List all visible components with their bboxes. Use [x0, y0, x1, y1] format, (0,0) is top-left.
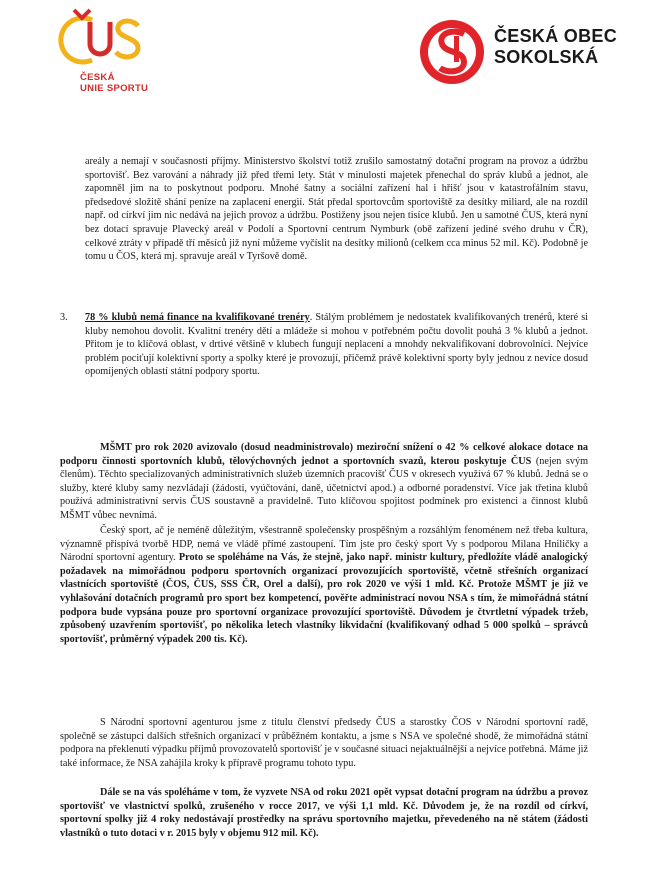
paragraph-czech-sport-plain: Český sport, ač je neméně důležitým, všestranně společensky prospěšným a rozsáhlým fenoménem než třeba kultura, významně přispívá tvorbě HDP, nemá ve vládě přímé zastoupení. Tím jste pro český sport Vy s podporou Milana Hniličky a Národní sportovní agentury. — [60, 525, 588, 564]
cus-logo-line-2: UNIE SPORTU — [80, 83, 149, 94]
list-item-body — [85, 311, 588, 379]
cos-logo-mark — [418, 12, 486, 92]
cos-logo-line-2: SOKOLSKÁ — [494, 47, 599, 67]
list-item-number: 3. — [60, 312, 68, 323]
cus-logo-text — [80, 72, 148, 94]
paragraph-msmt-bold: MŠMT pro rok 2020 avizovalo (dosud neadministrovalo) meziroční snížení o 42 % celkové alokace dotace na podporu činnosti sportovních klubů, tělovýchovných jednot a sportovních svazů, kterou poskytuje ČUS — [60, 442, 588, 467]
cos-logo-text — [494, 26, 617, 68]
cus-logo — [52, 8, 162, 118]
paragraph-msmt-rest: (nejen svým členům). Těchto specializovaných administrativních služeb územních pracovišť ČUS v okresech využívá 67 % klubů. Jedná se o služby, které kluby samy nezvládají (žádosti, vyúčtování, daně, účetnictví apod.) a odborné poradenství. Více jak třetina klubů používá administrativní servis ČUS soustavně a pravidelně. Tuto klíčovou spojitost podmínek pro existenci a činnost klubů MŠMT vůbec nevnímá. — [60, 455, 588, 521]
cos-logo-line-1: ČESKÁ OBEC — [494, 26, 618, 46]
paragraph-czech-sport-bold: Proto se spoléháme na Vás, že stejně, jako např. ministr kultury, předložíte vládě analogický požadavek na mimořádnou podporu sportovních organizací provozujících sportoviště, včetně střešních organizací vlastnících sportoviště (ČOS, ČUS, SSS ČR, Orel a další), pro rok 2020 ve výši 1 mld. Kč. Protože MŠMT je již ve vyhlašování dotačních programů pro sport bez kompetencí, pověřte administrací novou NSA s tím, že mimořádná státní podpora bude vypsána pouze pro sportovní organizace provozující sportoviště. Důvodem je čtvrtletní výpadek tržeb, způsobený uzavřením sportovišť, po několika letech vlastníky likvidační (kvalifikovaný odhad 5 000 spolků – správců sportovišť, průměrný výpadek 200 tis. Kč). — [60, 552, 588, 645]
paragraph-czech-sport — [60, 524, 588, 646]
cus-logo-mark — [52, 8, 162, 70]
paragraph-sports-facilities: areály a nemají v současnosti příjmy. Ministerstvo školství totiž zrušilo samostatný dotační program na provoz a údržbu sportovišť. Bez varování a náhrady již před třemi lety. Stát v minulosti majetek přenechal do správ klubů a jednot, ale zapomněl jim na to poskytnout podporu. Mnohé šatny a sociální zařízení hal i hřišť jsou v katastrofálním stavu, předsedové složitě shání peníze na zaplacení energií. Stát předal sportovcům sportoviště za desítky miliard, ale na rozdíl např. od církví jim nic nedává na jejich provoz a údržbu. Postiženy jsou nejen tisíce klubů. Jen u samotné ČUS, která nyní bez dotací spravuje Plavecký areál v Podolí a Sportovní centrum Nymburk (obě zařízení jediné svého druhu v ČR), celkové ztráty v případě tří měsíců již nyní můžeme vyčíslit na desítky milionů (celkem cca minus 52 mil. Kč). Podobně je tomu u ČOS, která mj. spravuje areál v Tyršově domě. — [85, 156, 588, 263]
list-item-rest: . Stálým problémem je nedostatek kvalifikovaných trenérů, které si kluby nemohou dovolit. Kvalitní trenéry dětí a mládeže si mohou v potřebném počtu dovolit pouhá 3 % klubů a jednot. Přitom je to klíčová oblast, v drtivé většině v klubech fungují neplacení a mnohdy nekvalifikovaní dobrovolníci. Nejvíce problém pociťují kolektivní sporty a spolky které je provozují, přičemž právě kolektivní sporty byly jednou z nevíce dosud opomíjených oblastí státní podpory sportu. — [85, 312, 588, 378]
paragraph-request-nsa-bold: Dále se na vás spoléháme v tom, že vyzvete NSA od roku 2021 opět vypsat dotační program na údržbu a provoz sportovišť ve vlastnictví spolků, zrušeného v rocce 2017, ve výši 1,1 mld. Kč. Důvodem je, že na rozdíl od církví, sportovní spolky již 4 roky nedostávají prostředky na správu sportovního majetku, převedeného na ně státem (žádosti vlastníků o tuto dotaci v r. 2015 byly v objemu 912 mil. Kč). — [60, 787, 588, 839]
list-item-bold: 78 % klubů nemá finance na kvalifikované trenéry — [85, 312, 310, 323]
cos-logo — [418, 12, 628, 97]
paragraph-nsa: S Národní sportovní agenturou jsme z titulu členství předsedy ČUS a starostky ČOS v Národní sportovní radě, společně se zástupci dalších střešních organizací v průběžném kontaktu, a jsme s NSA ve společné shodě, že mimořádná státní podpora na překlenutí výpadku příjmů provozovatelů sportovišť je v současné situaci nejaktuálnější a nejvíce potřebná. Máme již také informace, že NSA zahájila kroky k přípravě programu tohoto typu. — [60, 717, 589, 769]
cus-logo-line-1: ČESKÁ — [80, 72, 115, 83]
paragraph-request-nsa — [60, 786, 588, 840]
paragraph-msmt-cut — [60, 441, 588, 523]
